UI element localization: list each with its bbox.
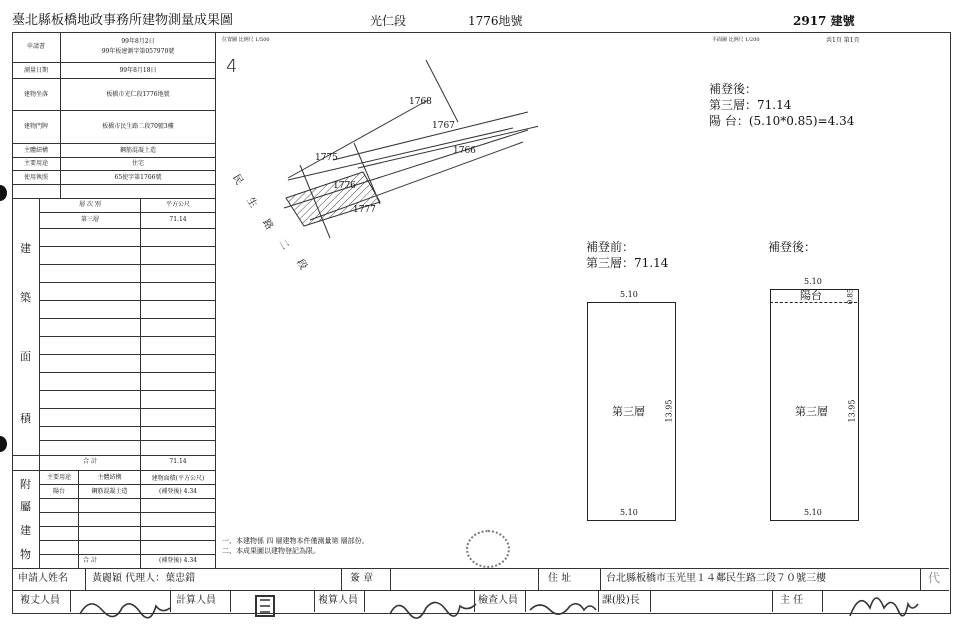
after-room-label: 第三層	[795, 405, 828, 418]
door-plate-label: 建物門牌	[23, 123, 48, 130]
area-side-char-3: 面	[20, 350, 31, 363]
structure-label: 主體結構	[23, 147, 48, 154]
official-seal-stamp	[466, 530, 510, 568]
annex-row-use: 陽台	[52, 488, 65, 495]
road-char-1: 民	[230, 172, 245, 187]
area-side-char-4: 積	[20, 412, 31, 425]
balcony-label: 陽台	[800, 289, 822, 302]
chief-label: 課(股)長	[602, 595, 640, 606]
after-summary-title: 補登後：	[709, 82, 758, 96]
area-side-char-1: 建	[20, 242, 31, 255]
annex-side-char-3: 建	[20, 524, 31, 537]
parcel-1775: 1775	[315, 153, 338, 163]
annex-structure-header: 主體結構	[97, 474, 122, 481]
road-char-3: 路	[260, 217, 275, 232]
main-use-label: 主要用途	[23, 160, 48, 167]
area-unit-header: 平方公尺	[165, 201, 190, 208]
seal-label: 簽 章	[350, 573, 374, 584]
license-label: 使用執照	[23, 174, 48, 181]
after-summary-line2: 陽 台：(5.10*0.85)=4.34	[709, 114, 855, 128]
area-total-label: 合 計	[83, 458, 97, 465]
annex-side-char-1: 附	[20, 478, 31, 491]
application-label: 申請書	[26, 43, 45, 50]
annex-total-label: 合 計	[83, 557, 97, 564]
binding-hole-bottom	[0, 436, 7, 452]
structure-value: 鋼筋混凝土造	[119, 147, 156, 154]
annex-total-value: (補登後) 4.34	[159, 557, 197, 564]
main-use-value: 住宅	[131, 160, 144, 167]
annex-row-structure: 鋼筋混凝土造	[91, 488, 128, 495]
before-title: 補登前：	[586, 240, 635, 254]
balcony-divider	[770, 302, 857, 303]
lot-number: 1776地號	[468, 14, 523, 28]
location-map-scale: 位置圖 比例尺 1/500	[222, 37, 270, 43]
before-bottom-dim: 5.10	[620, 508, 638, 517]
license-value: 65使字第1766號	[114, 174, 162, 181]
after-bottom-dim: 5.10	[804, 508, 822, 517]
after-summary-line1: 第三層：71.14	[709, 98, 792, 112]
before-top-dim: 5.10	[620, 290, 638, 299]
before-side-dim: 13.95	[664, 399, 674, 423]
building-number: 2917 建號	[793, 14, 855, 28]
annex-use-header: 主要用途	[46, 474, 71, 481]
parcel-1777: 1777	[353, 205, 376, 215]
right-mark: 代	[928, 571, 941, 585]
note-2: 二、本成果圖以建物登記為限。	[222, 547, 320, 555]
parcel-1776: 1776	[333, 181, 356, 191]
survey-date-value: 99年8月18日	[119, 67, 157, 74]
after-top-dim: 5.10	[804, 277, 822, 286]
inspector-label: 檢查人員	[478, 595, 518, 606]
plan-scale: 平面圖 比例尺 1/200	[712, 37, 760, 43]
floor-row-name: 第三層	[80, 216, 99, 223]
page-title: 臺北縣板橋地政事務所建物測量成果圖	[12, 13, 234, 28]
after-title: 補登後：	[768, 240, 817, 254]
parcel-1768: 1768	[409, 97, 432, 107]
application-number: 99年板建測字第057970號	[101, 48, 175, 55]
annex-side-char-4: 物	[20, 548, 31, 561]
signature-scribbles	[60, 584, 940, 626]
annex-side-char-2: 屬	[20, 500, 31, 513]
parcel-1766: 1766	[453, 146, 476, 156]
floor-row-area: 71.14	[169, 216, 187, 223]
surveyor-label: 複丈人員	[20, 595, 60, 606]
road-char-5: 段	[294, 257, 309, 272]
area-side-char-2: 築	[20, 291, 31, 304]
location-map	[218, 56, 538, 290]
before-room-label: 第三層	[612, 405, 645, 418]
applicant-label: 申請人姓名	[18, 573, 68, 584]
binding-hole-top	[0, 185, 7, 201]
page-count: 共1頁 第1頁	[826, 37, 860, 44]
address-label: 住 址	[548, 573, 572, 584]
location-value: 板橋市光仁段1776地號	[106, 91, 170, 98]
before-line1: 第三層：71.14	[586, 256, 669, 270]
road-char-4: 二	[276, 237, 291, 252]
road-char-2: 生	[244, 195, 259, 210]
note-1: 一、本建物係 四 層建物本件僅測量第 層部份。	[222, 537, 369, 545]
location-label: 建物坐落	[23, 91, 48, 98]
after-side-dim: 13.95	[847, 399, 857, 423]
floor-header: 層 次 別	[79, 201, 101, 208]
section-name: 光仁段	[370, 14, 407, 28]
area-total-value: 71.14	[169, 458, 187, 465]
applicant-value: 黃麗穎 代理人：葉忠錯	[92, 573, 196, 584]
door-plate-value: 板橋市民生路二段70號3樓	[102, 123, 174, 130]
recheck-label: 複算人員	[318, 595, 358, 606]
calculator-label: 計算人員	[176, 595, 216, 606]
balcony-depth-dim: 0.85	[846, 288, 855, 305]
north-indicator: 4	[226, 56, 238, 77]
director-label: 主 任	[780, 595, 804, 606]
parcel-1767: 1767	[432, 121, 455, 131]
address-value: 台北縣板橋市玉光里１４鄰民生路二段７０號三樓	[606, 573, 826, 584]
annex-row-area: (補登後) 4.34	[159, 488, 197, 495]
annex-area-header: 建物面積(平方公尺)	[151, 475, 205, 482]
application-date: 99年8月2日	[121, 38, 155, 45]
survey-date-label: 測量日期	[23, 67, 48, 74]
